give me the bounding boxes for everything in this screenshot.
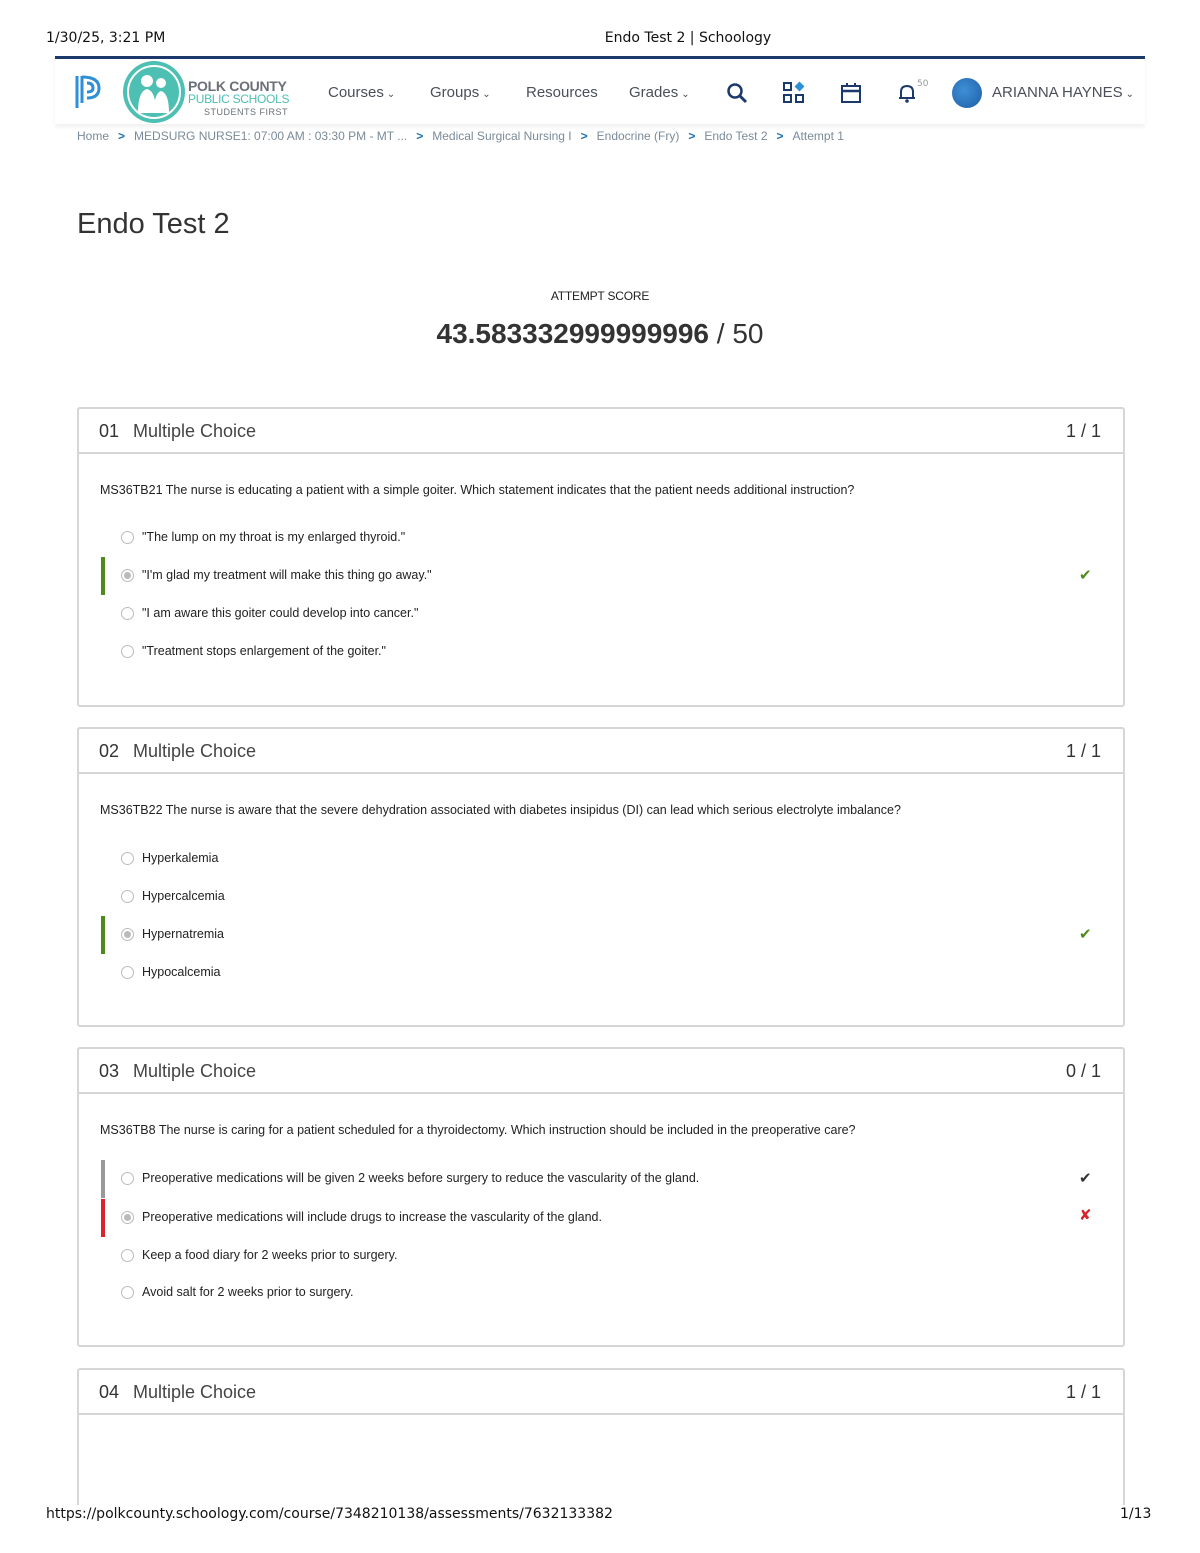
attempt-score-value: 43.583332999999996: [436, 318, 710, 349]
breadcrumb-separator-icon: >: [118, 129, 126, 143]
answer-choice: [79, 633, 1123, 671]
powerschool-logo-icon[interactable]: [73, 73, 103, 111]
answer-label: Preoperative medications will include drugs to increase the vascularity of the gland.: [142, 1210, 602, 1224]
question-number: 02: [99, 741, 120, 761]
question-score: 1 / 1: [1065, 741, 1101, 761]
question-type: Multiple Choice: [133, 1382, 257, 1402]
nav-courses-label: Courses: [328, 84, 384, 101]
question-card-02: [77, 727, 1125, 1027]
chevron-down-icon: ⌄: [482, 89, 491, 100]
answer-label: Hyperkalemia: [142, 851, 219, 865]
check-icon: ✔: [1079, 1169, 1092, 1187]
answer-choice: [79, 840, 1123, 878]
question-type: Multiple Choice: [133, 741, 257, 761]
chevron-down-icon: ⌄: [386, 89, 396, 100]
radio-button-selected: [121, 928, 134, 941]
correct-indicator-bar: [101, 916, 105, 954]
answer-label: "The lump on my throat is my enlarged thyroid.": [142, 530, 406, 544]
question-text: MS36TB22 The nurse is aware that the severe dehydration associated with diabetes insipidus (DI) can lead which serious electrolyte imbalance?: [100, 803, 901, 817]
question-header: [79, 409, 1123, 454]
print-header: [0, 30, 1200, 50]
breadcrumb-separator-icon: >: [776, 129, 784, 143]
radio-button: [121, 607, 134, 620]
nav-grades[interactable]: [629, 84, 690, 101]
question-header: [79, 729, 1123, 774]
breadcrumb-subfolder[interactable]: Endocrine (Fry): [596, 129, 680, 143]
question-text: MS36TB21 The nurse is educating a patient with a simple goiter. Which statement indicates that the patient needs additional instruction?: [100, 483, 855, 497]
attempt-score-label: ATTEMPT SCORE: [550, 289, 650, 303]
answer-label: Hypernatremia: [142, 927, 224, 941]
user-name-label: ARIANNA HAYNES: [992, 84, 1123, 101]
question-text: MS36TB8 The nurse is caring for a patient scheduled for a thyroidectomy. Which instruction should be included in the preoperative care?: [100, 1123, 856, 1137]
question-header: [79, 1049, 1123, 1094]
district-line1: POLK COUNTY: [188, 78, 287, 94]
answer-choice-selected: [79, 1199, 1123, 1237]
radio-button-selected: [121, 569, 134, 582]
question-number: 04: [99, 1382, 120, 1402]
question-score: 1 / 1: [1065, 421, 1101, 441]
question-number: 01: [99, 421, 120, 441]
breadcrumb-separator-icon: >: [580, 129, 588, 143]
nav-grades-label: Grades: [629, 84, 679, 101]
avatar[interactable]: [952, 78, 982, 108]
district-tagline: STUDENTS FIRST: [204, 107, 289, 117]
notification-bell-icon[interactable]: [895, 81, 919, 105]
radio-button: [121, 890, 134, 903]
question-card-01: [77, 407, 1125, 707]
answer-label: "I'm glad my treatment will make this thing go away.": [142, 568, 432, 582]
answer-label: Hypercalcemia: [142, 889, 225, 903]
breadcrumb-separator-icon: >: [688, 129, 696, 143]
page-title: Endo Test 2: [77, 208, 230, 240]
print-url: https://polkcounty.schoology.com/course/7348210138/assessments/7632133382: [46, 1506, 613, 1522]
answer-label: Preoperative medications will be given 2 weeks before surgery to reduce the vascularity of the gland.: [142, 1171, 700, 1185]
notification-count: 50: [917, 79, 929, 89]
question-score: 1 / 1: [1065, 1382, 1101, 1402]
radio-button: [121, 1172, 134, 1185]
chevron-down-icon: ⌄: [681, 89, 690, 100]
radio-button: [121, 1286, 134, 1299]
question-type: Multiple Choice: [133, 421, 257, 441]
nav-groups-label: Groups: [430, 84, 480, 101]
check-icon: ✔: [1079, 566, 1092, 584]
answer-choice: [79, 1274, 1123, 1312]
breadcrumb-separator-icon: >: [416, 129, 424, 143]
radio-button: [121, 852, 134, 865]
answer-label: Hypocalcemia: [142, 965, 221, 979]
breadcrumb-attempt[interactable]: Attempt 1: [792, 129, 844, 143]
answer-choice: [79, 519, 1123, 557]
chevron-down-icon: ⌄: [1125, 89, 1134, 100]
print-date: 1/30/25, 3:21 PM: [46, 30, 166, 46]
district-seal-icon[interactable]: [123, 61, 185, 123]
correct-answer-indicator-bar: [101, 1160, 105, 1198]
district-name: [188, 79, 289, 117]
search-icon[interactable]: [725, 81, 749, 105]
answer-label: "I am aware this goiter could develop into cancer.": [142, 606, 419, 620]
radio-button: [121, 645, 134, 658]
radio-button-selected: [121, 1211, 134, 1224]
breadcrumb-assessment[interactable]: Endo Test 2: [704, 129, 768, 143]
x-icon: ✘: [1079, 1206, 1092, 1224]
attempt-score-total: / 50: [716, 318, 764, 349]
correct-indicator-bar: [101, 557, 105, 595]
question-score: 0 / 1: [1065, 1061, 1101, 1081]
radio-button: [121, 531, 134, 544]
answer-choice: [79, 878, 1123, 916]
breadcrumb-folder[interactable]: Medical Surgical Nursing I: [432, 129, 572, 143]
print-page-number: 1/13: [1120, 1506, 1152, 1522]
nav-groups[interactable]: [430, 84, 491, 101]
calendar-icon[interactable]: [839, 81, 863, 105]
answer-choice-selected: [79, 916, 1123, 954]
breadcrumb-course[interactable]: MEDSURG NURSE1: 07:00 AM : 03:30 PM - MT ...: [134, 129, 408, 143]
answer-choice-selected: [79, 557, 1123, 595]
attempt-score: [0, 318, 1200, 350]
answer-label: Keep a food diary for 2 weeks prior to surgery.: [142, 1248, 398, 1262]
answer-label: Avoid salt for 2 weeks prior to surgery.: [142, 1285, 354, 1299]
apps-grid-icon[interactable]: [782, 81, 806, 105]
print-title: Endo Test 2 | Schoology: [604, 30, 772, 46]
answer-choice-correct-key: [79, 1160, 1123, 1198]
user-menu[interactable]: [992, 84, 1134, 101]
nav-courses[interactable]: [328, 84, 395, 101]
answer-choice: [79, 1237, 1123, 1275]
question-type: Multiple Choice: [133, 1061, 257, 1081]
nav-resources[interactable]: [526, 84, 598, 101]
answer-choice: [79, 595, 1123, 633]
district-line2: PUBLIC SCHOOLS: [188, 92, 290, 106]
radio-button: [121, 1249, 134, 1262]
incorrect-indicator-bar: [101, 1199, 105, 1237]
answer-choice: [79, 954, 1123, 992]
question-card-04: [77, 1368, 1125, 1505]
radio-button: [121, 966, 134, 979]
top-navigation-bar: [55, 56, 1145, 124]
breadcrumb: [77, 129, 844, 143]
breadcrumb-home[interactable]: Home: [77, 129, 110, 143]
answer-label: "Treatment stops enlargement of the goiter.": [142, 644, 386, 658]
question-header: [79, 1370, 1123, 1415]
nav-resources-label: Resources: [526, 84, 598, 101]
question-number: 03: [99, 1061, 120, 1081]
question-card-03: [77, 1047, 1125, 1347]
check-icon: ✔: [1079, 925, 1092, 943]
